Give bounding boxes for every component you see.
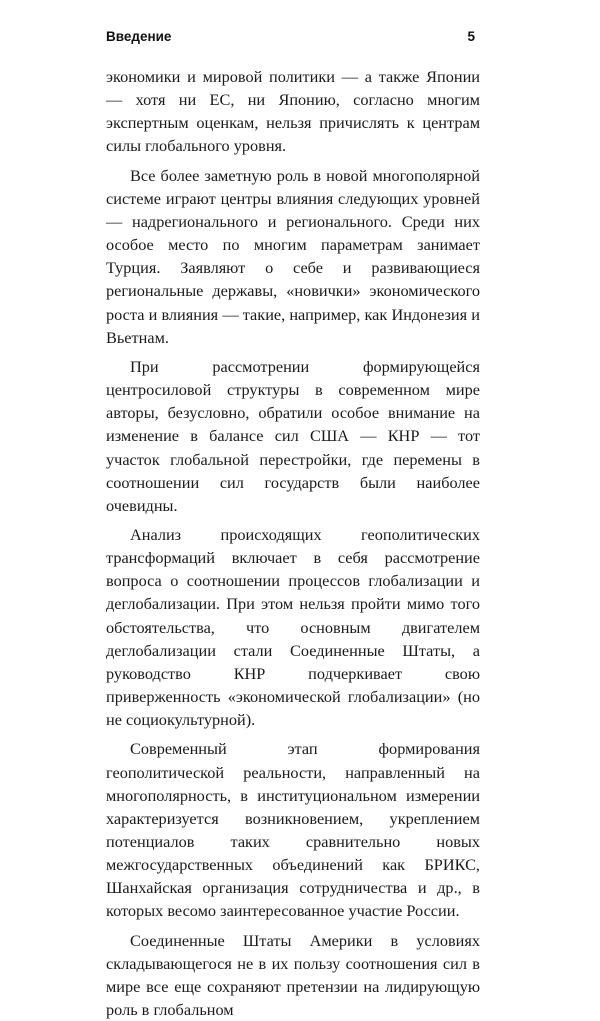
section-title: Введение [106, 29, 172, 44]
running-head [106, 29, 475, 51]
paragraph: экономики и мировой политики — а также Японии — хотя ни ЕС, ни Японию, согласно многим экспертным оценкам, нельзя причислять к центрам силы глобального уровня. [106, 67, 480, 156]
body-text [106, 65, 480, 1021]
paragraph: Современный этап формирования геополитической реальности, направленный на многополярность, в институциональном измерении характеризуется возникновением, укреплением потенциалов таких сравнительно новых межгосударственных объединений как БРИКС, Шанхайская организация сотрудничества и др., в которых весомо заинтересованное участие России. [106, 739, 480, 921]
page-number: 5 [467, 29, 475, 44]
paragraph: При рассмотрении формирующейся центросиловой структуры в современном мире авторы, безусловно, обратили особое внимание на изменение в балансе сил США — КНР — тот участок глобальной перестройки, где перемены в соотношении сил государств были наиболее очевидны. [106, 356, 480, 515]
paragraph: Все более заметную роль в новой многополярной системе играют центры влияния следующих уровней — надрегионального и регионального. Среди них особое место по многим параметрам занимает Турция. Заявляют о себе и развивающиеся региональные державы, «новички» экономического роста и влияния — такие, например, как Индонезия и Вьетнам. [106, 165, 480, 347]
paragraph: Соединенные Штаты Америки в условиях складывающегося не в их пользу соотношения сил в мире все еще сохраняют претензии на лидирующую роль в глобальном [106, 930, 480, 1020]
paragraph: Анализ происходящих геополитических трансформаций включает в себя рассмотрение вопроса о соотношении процессов глобализации и деглобализации. При этом нельзя пройти мимо того обстоятельства, что основным двигателем деглобализации стали Соединенные Штаты, а руководство КНР подчеркивает свою приверженность «экономической глобализации» (но не социокультурной). [106, 524, 480, 730]
